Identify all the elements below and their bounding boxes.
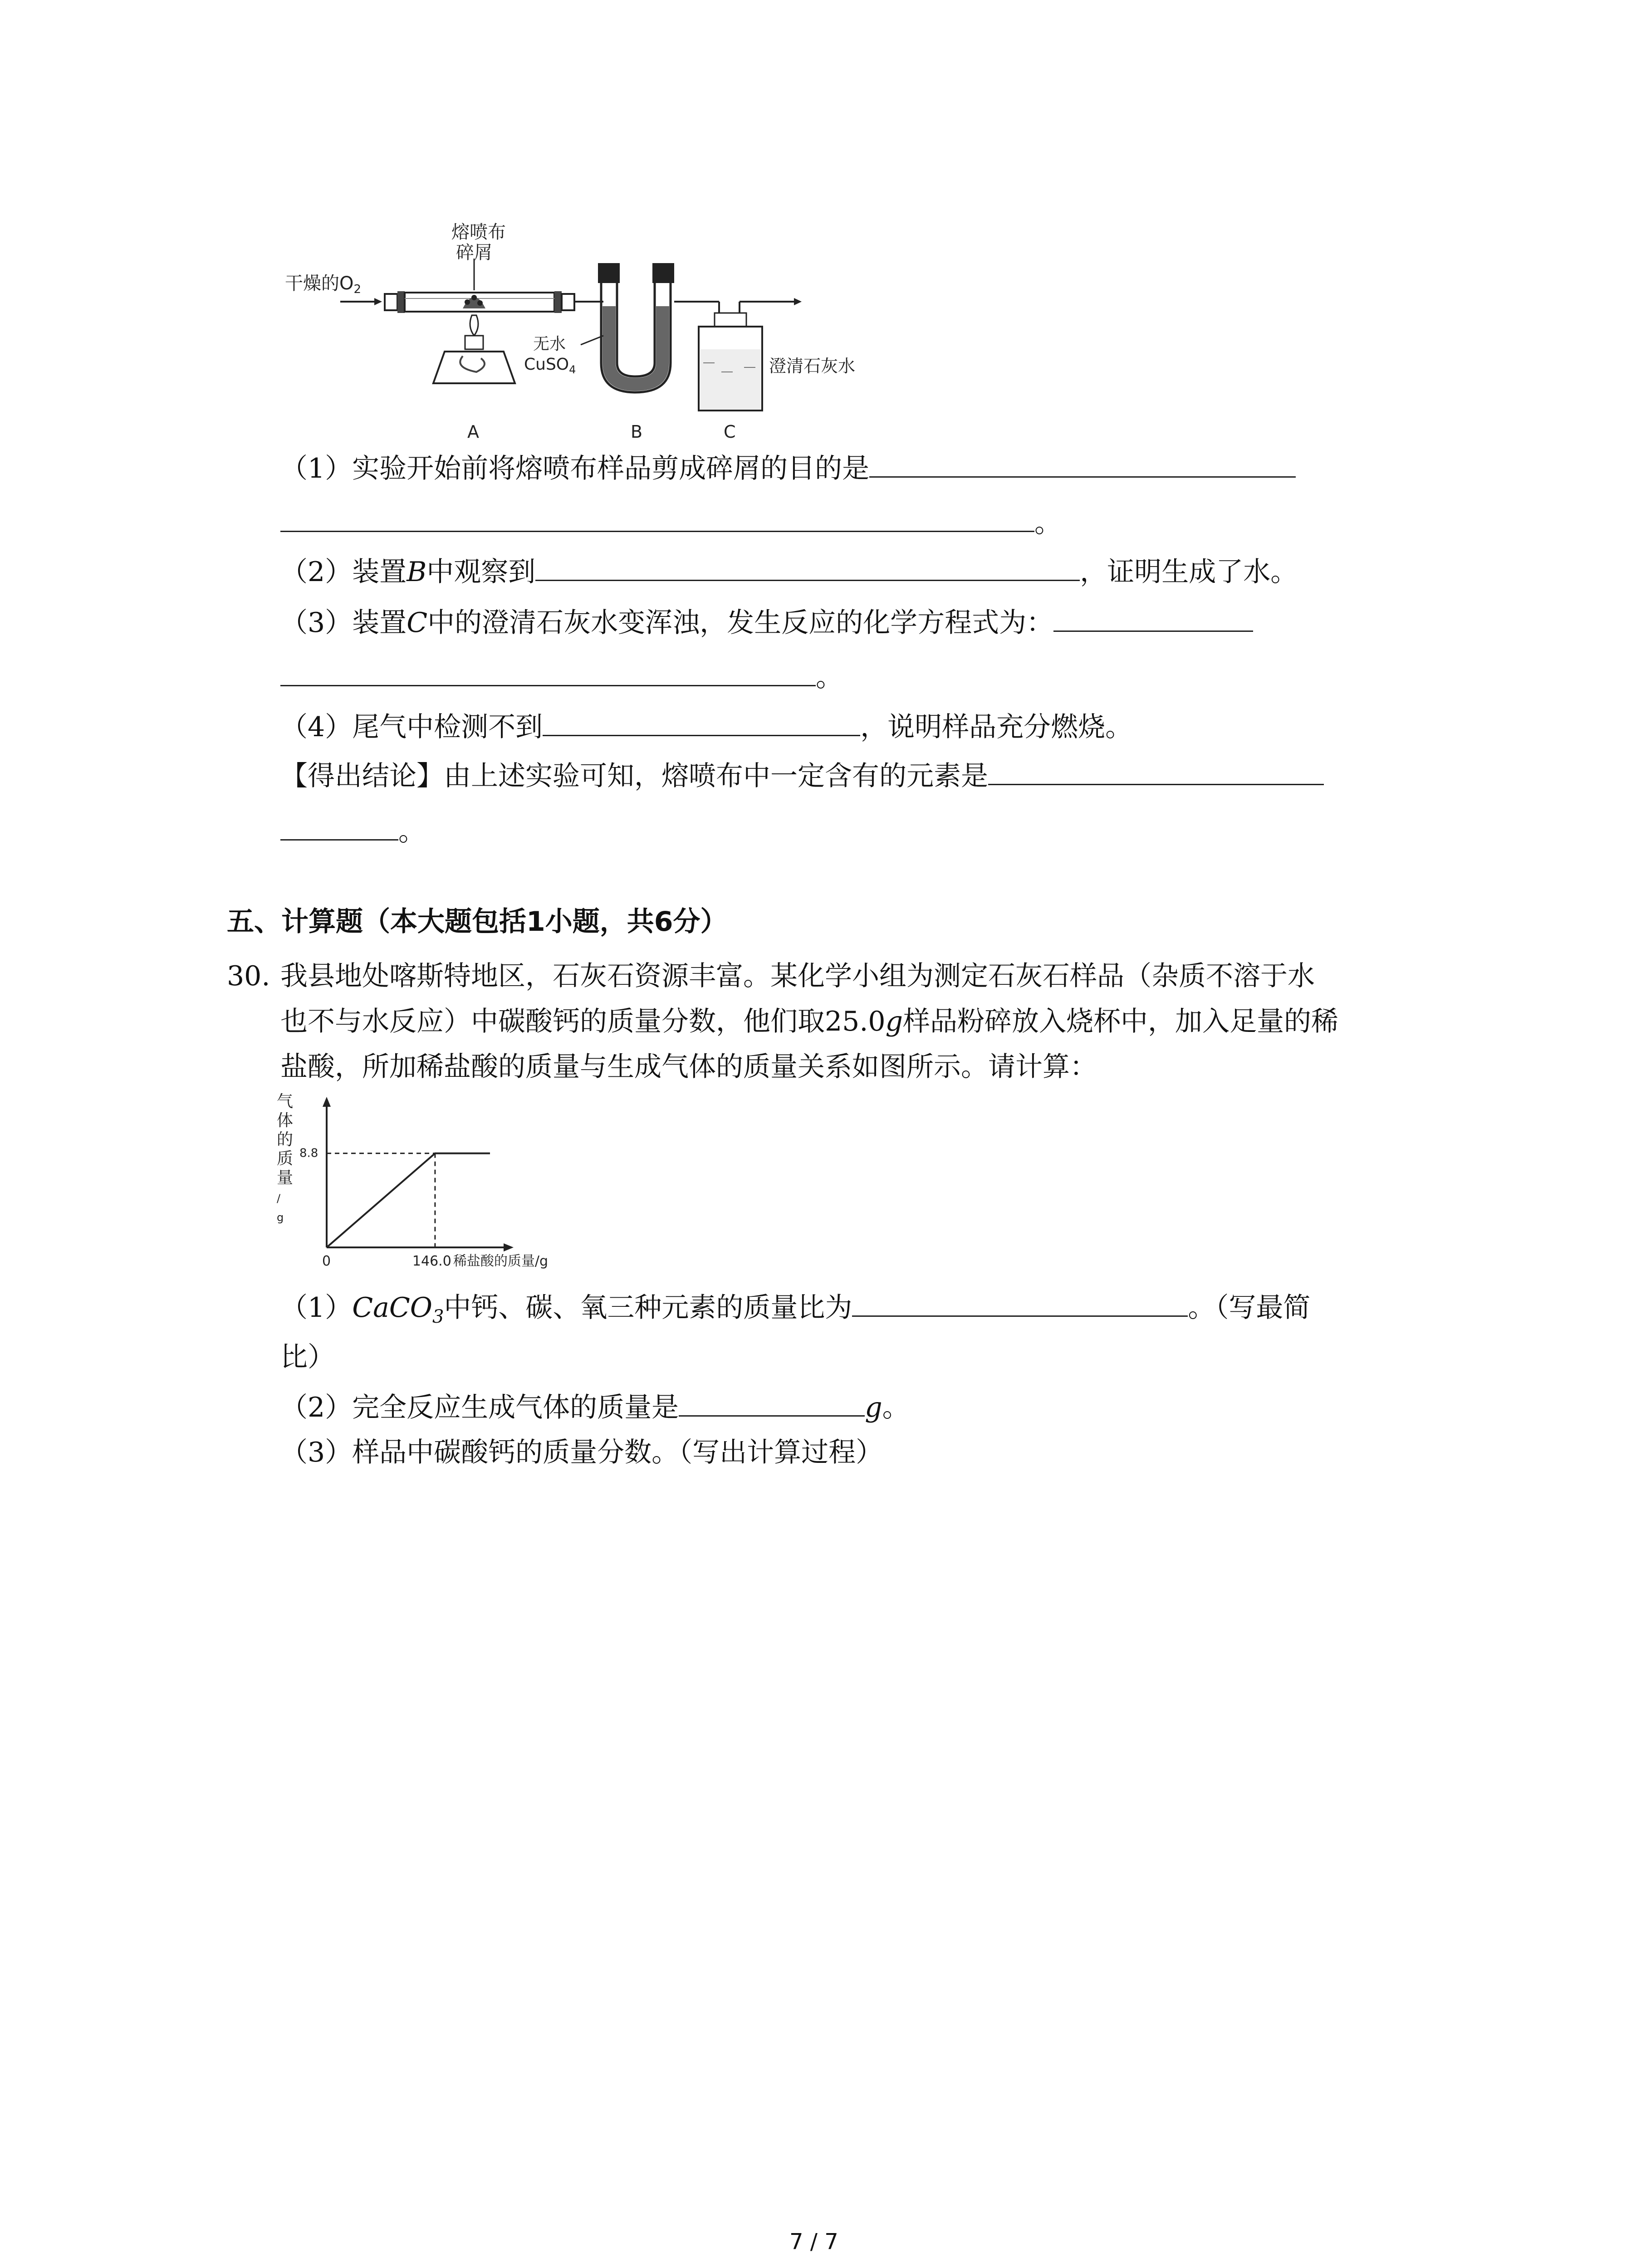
y-axis-label-char: 的 (277, 1130, 294, 1149)
answer-blank-30-1[interactable] (852, 1288, 1188, 1317)
combustion-tube (385, 259, 574, 313)
q29-conclusion-cont: 。 (280, 812, 426, 850)
label-a: A (467, 422, 479, 442)
q29-part1-text: （1）实验开始前将熔喷布样品剪成碎屑的目的是 (280, 453, 870, 484)
y-tick-label: 8.8 (299, 1146, 318, 1160)
q30-part2: （2）完全反应生成气体的质量是 g。 (280, 1388, 910, 1427)
answer-blank-conclusion-a[interactable] (988, 757, 1324, 785)
answer-blank-3b[interactable] (280, 658, 816, 686)
answer-blank-3a[interactable] (1053, 603, 1253, 632)
gas-mass-chart (272, 1092, 549, 1284)
y-axis-label-char: 体 (277, 1111, 294, 1130)
apparatus-diagram (272, 213, 856, 454)
q30-part1: （1）CaCO$_3$中钙、碳、氧三种元素的质量比为 。（写最简 (280, 1288, 1310, 1336)
origin-label: 0 (322, 1253, 331, 1269)
y-axis-label-char: 量 (277, 1168, 294, 1187)
cuso4-label-1: 无水 (533, 335, 566, 353)
y-axis-label (277, 1092, 293, 1224)
limewater-label: 澄清石灰水 (769, 356, 856, 376)
answer-blank-1b[interactable] (280, 503, 1034, 532)
sample-label-2: 碎屑 (456, 242, 492, 263)
x-tick-label: 146.0 (412, 1253, 451, 1269)
q30-number: 30. (227, 960, 270, 992)
q29-part2: （2）装置B中观察到 ，证明生成了水。 (280, 552, 1298, 591)
q30-line3: 盐酸，所加稀盐酸的质量与生成气体的质量关系如图所示。请计算： (280, 1051, 1097, 1083)
x-axis-label: 稀盐酸的质量/g (453, 1253, 549, 1269)
answer-blank-4[interactable] (543, 708, 860, 736)
answer-blank-1a[interactable] (869, 449, 1296, 478)
limewater-bottle (699, 313, 762, 411)
q30-line2: 也不与水反应）中碳酸钙的质量分数，他们取25.0g样品粉碎放入烧杯中，加入足量的稀 (280, 1006, 1339, 1037)
q29-conclusion: 【得出结论】由上述实验可知，熔喷布中一定含有的元素是 (280, 757, 1324, 795)
answer-blank-30-2[interactable] (679, 1388, 865, 1417)
cuso4-label-2: CuSO$_4$ (524, 355, 576, 376)
answer-blank-2[interactable] (535, 552, 1080, 581)
y-axis-arrow (323, 1097, 331, 1107)
q29-part4: （4）尾气中检测不到 ，说明样品充分燃烧。 (280, 708, 1132, 746)
section-heading: 五、计算题（本大题包括1小题，共6分） (227, 906, 728, 938)
q29-part1 (280, 449, 1296, 488)
x-axis-arrow (504, 1243, 514, 1251)
u-tube (598, 263, 674, 392)
y-axis-label-char: 质 (277, 1149, 294, 1168)
page-number: 7 / 7 (789, 2229, 838, 2254)
q29-part3: （3）装置C中的澄清石灰水变浑浊，发生反应的化学方程式为： (280, 603, 1253, 642)
y-axis-label-char: g (277, 1211, 284, 1224)
answer-blank-conclusion-b[interactable] (280, 812, 398, 841)
y-axis-label-char: / (277, 1192, 281, 1205)
gas-in-label: 干燥的$O_2$ (285, 273, 362, 296)
q30-line1: 我县地处喀斯特地区，石灰石资源丰富。某化学小组为测定石灰石样品（杂质不溶于水 (280, 960, 1315, 992)
q30-part1-cont: 比） (280, 1341, 335, 1373)
label-b: B (631, 422, 643, 442)
sample-label-1: 熔喷布 (451, 222, 506, 243)
label-c: C (724, 422, 736, 442)
q29-part1-cont: 。 (280, 503, 1062, 542)
q30-part3: （3）样品中碳酸钙的质量分数。（写出计算过程） (280, 1437, 883, 1468)
alcohol-lamp (433, 315, 515, 383)
q29-part3-cont: 。 (280, 658, 843, 696)
y-axis-label-char: 气 (277, 1092, 294, 1111)
series-line (327, 1154, 490, 1247)
